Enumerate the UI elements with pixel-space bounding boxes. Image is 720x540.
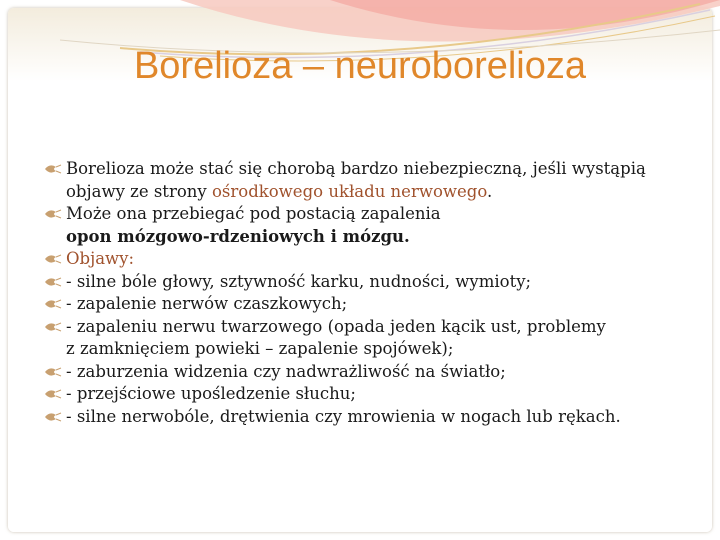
bullet-text-part: objawy ze strony — [66, 181, 212, 201]
bullet-text: - zapaleniu nerwu twarzowego (opada jeden kącik ust, problemy — [66, 316, 606, 336]
list-item — [44, 271, 684, 294]
leaf-bullet-icon — [44, 163, 62, 175]
list-item — [44, 203, 684, 248]
leaf-bullet-icon — [44, 276, 62, 288]
leaf-bullet-icon — [44, 366, 62, 378]
slide-title: Borelioza – neuroborelioza — [133, 45, 587, 87]
list-item — [44, 158, 684, 203]
bullet-text-part: . — [487, 181, 493, 201]
bullet-continuation — [66, 181, 684, 204]
bullet-text: - zaburzenia widzenia czy nadwrażliwość na światło; — [66, 361, 506, 381]
bullet-text: - silne bóle głowy, sztywność karku, nudności, wymioty; — [66, 271, 532, 291]
list-item — [44, 406, 684, 429]
list-item — [44, 383, 684, 406]
list-item — [44, 316, 684, 361]
leaf-bullet-icon — [44, 321, 62, 333]
list-item — [44, 248, 684, 271]
bullet-text: Może ona przebiegać pod postacią zapalenia — [66, 204, 441, 223]
leaf-bullet-icon — [44, 411, 62, 423]
highlight-text: ośrodkowego układu nerwowego — [211, 181, 487, 201]
leaf-bullet-icon — [44, 208, 62, 220]
bullet-text: - przejściowe upośledzenie słuchu; — [66, 384, 356, 403]
bullet-text: Borelioza może stać się chorobą bardzo niebezpieczną, jeśli wystąpią — [66, 159, 646, 178]
leaf-bullet-icon — [44, 298, 62, 310]
leaf-bullet-icon — [44, 253, 62, 265]
list-item — [44, 361, 684, 384]
bullet-text: - silne nerwobóle, drętwienia czy mrowienia w nogach lub rękach. — [66, 406, 621, 426]
bullet-list — [44, 158, 684, 428]
symptoms-heading: Objawy: — [66, 249, 135, 268]
list-item — [44, 293, 684, 316]
leaf-bullet-icon — [44, 388, 62, 400]
bullet-continuation: z zamknięciem powieki – zapalenie spojówek); — [66, 339, 454, 358]
bullet-text: - zapalenie nerwów czaszkowych; — [66, 294, 348, 313]
bullet-continuation: opon mózgowo-rdzeniowych i mózgu. — [66, 226, 410, 246]
